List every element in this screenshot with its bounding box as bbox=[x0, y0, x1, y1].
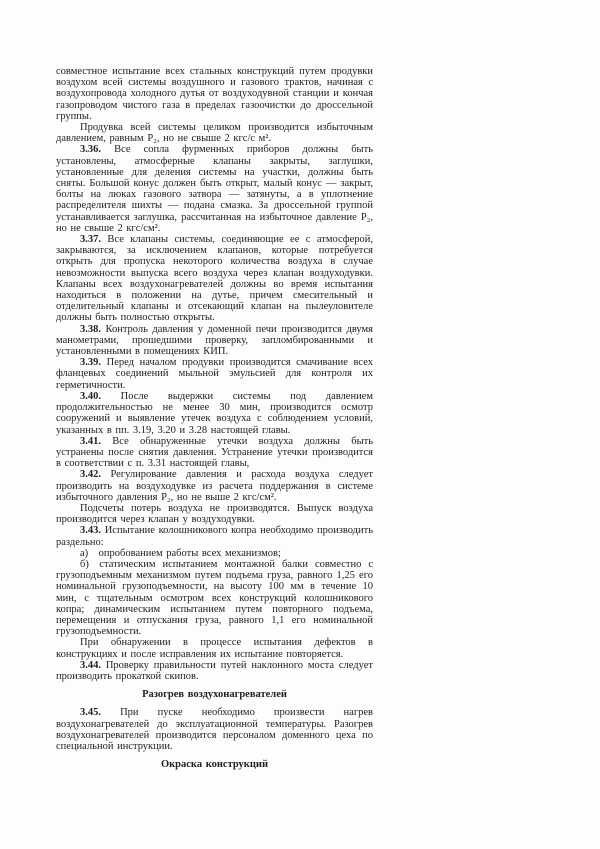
clause-number: 3.39. bbox=[80, 357, 101, 369]
paragraph-text: При обнаружении в процессе испытания дефектов в конструкциях и после исправления их испытание повторяется. bbox=[56, 637, 373, 660]
clause-number: 3.41. bbox=[80, 435, 101, 447]
section-heading-painting: Окраска конструкций bbox=[160, 759, 269, 771]
list-item-text: б) статическим испытанием монтажной балки совместно с грузоподъемным механизмом путем подъема груза, равного 1,25 его номинальной грузоподъемности, на высоту 100 мм в течение 10 мин, с тщательным осмотром всех конструкций колошникового копра; динамическим испытанием путем повторного подъема, перемещения и отпускания груза, равного 1,1 его номинальной грузоподъемности. bbox=[56, 558, 373, 638]
clause-text: Все обнаруженные утечки воздуха должны быть устранены после снятия давления. Устранение утечки производится в соответствии с п. 3.31 настоящей главы, bbox=[56, 435, 374, 470]
list-item-a bbox=[56, 548, 373, 559]
clause-number: 3.44. bbox=[80, 659, 101, 671]
document-text-column bbox=[56, 66, 373, 777]
clause-number: 3.37. bbox=[80, 234, 101, 246]
paragraph bbox=[56, 637, 373, 659]
clause-text: Регулирование давления и расхода воздуха следует производить на воздуходувке из расчета поддержания в системе избыточного давления Р₂, но не выше 2 кгс/см². bbox=[56, 469, 374, 503]
clause-number: 3.38. bbox=[80, 323, 101, 335]
paragraph-text: совместное испытание всех стальных конструкций путем продувки воздухом всей системы воздушного и газового трактов, начиная с воздухопровода холодного дутья от воздуходувной станции и кончая газопроводом чистого газа в пределах газоочистки до дроссельной группы. bbox=[56, 66, 373, 122]
clause-number: 3.40. bbox=[80, 390, 101, 402]
clause-3-41 bbox=[56, 436, 373, 470]
paragraph-continuation bbox=[56, 66, 373, 122]
paragraph-text: Подсчеты потерь воздуха не производятся. Выпуск воздуха производится через клапан у воздуходувки. bbox=[56, 502, 373, 526]
clause-number: 3.45. bbox=[80, 707, 101, 719]
clause-text: После выдержки системы под давлением продолжительностью не менее 30 мин, производится осмотр сооружений и выявление утечек воздуха с соблюдением условий, указанных в пп. 3.19, 3.20 и 3.28 настоящей главы. bbox=[56, 390, 373, 436]
clause-text: При пуске необходимо произвести нагрев воздухонагревателей до эксплуатационной температуры. Разогрев воздухонагревателей производится персоналом доменного цеха по специальной инструкции. bbox=[56, 707, 373, 752]
clause-3-44 bbox=[56, 660, 373, 682]
list-item-b bbox=[56, 559, 373, 637]
clause-3-45 bbox=[56, 707, 373, 752]
paragraph-text: Продувка всей системы целиком производится избыточным давлением, равным Р₂, но не свыше 2 кгс/с м². bbox=[56, 122, 373, 145]
clause-3-42 bbox=[56, 469, 373, 503]
clause-3-43 bbox=[56, 525, 373, 547]
clause-number: 3.42. bbox=[80, 469, 101, 481]
clause-3-40 bbox=[56, 391, 373, 436]
clause-text: Все клапаны системы, соединяющие ее с атмосферой, закрываются, за исключением клапанов, которые потребуется открыть для пропуска некоторого количества воздуха в случае невозможности выпуска всего воздуха через клапан воздуходувки. Клапаны всех воздухонагревателей должны во время испытания находиться в положении на дутье, причем смесительный и отделительный клапаны и отсекающий клапан на пылеуловителе должны быть полностью открыты. bbox=[56, 234, 373, 324]
clause-3-36 bbox=[56, 144, 373, 234]
clause-text: Проверку правильности путей наклонного моста следует производить прокаткой скипов. bbox=[56, 659, 373, 682]
paragraph bbox=[56, 122, 373, 144]
clause-3-39 bbox=[56, 357, 373, 391]
clause-text: Контроль давления у доменной печи производится двумя манометрами, прошедшими проверку, запломбированными и установленными в помещениях КИП. bbox=[56, 323, 373, 358]
clause-3-38 bbox=[56, 324, 373, 358]
clause-3-37 bbox=[56, 234, 373, 324]
clause-number: 3.36. bbox=[80, 144, 101, 156]
clause-number: 3.43. bbox=[80, 525, 101, 537]
list-item-text: а) опробованием работы всех механизмов; bbox=[80, 547, 281, 559]
paragraph bbox=[56, 503, 373, 525]
section-heading-warmup: Разогрев воздухонагревателей bbox=[142, 689, 287, 701]
clause-text: Испытание колошникового копра необходимо производить раздельно: bbox=[56, 525, 374, 548]
clause-text: Перед началом продувки производится смачивание всех фланцевых соединений мыльной эмульсией для контроля их герметичности. bbox=[56, 357, 373, 391]
clause-text: Все сопла фурменных приборов должны быть установлены, атмосферные клапаны закрыты, заглушки, установленные для деления системы на участки, должны быть сняты. Большой конус должен быть открыт, малый конус — закрыт, болты на люках газового затвора — затянуты, а в уплотнение распределителя шихты — подана смазка. За дроссельной группой устанавливается заглушка, рассчитанная на избыточное давление Р₂, но не свыше 2 кгс/см². bbox=[56, 144, 373, 234]
